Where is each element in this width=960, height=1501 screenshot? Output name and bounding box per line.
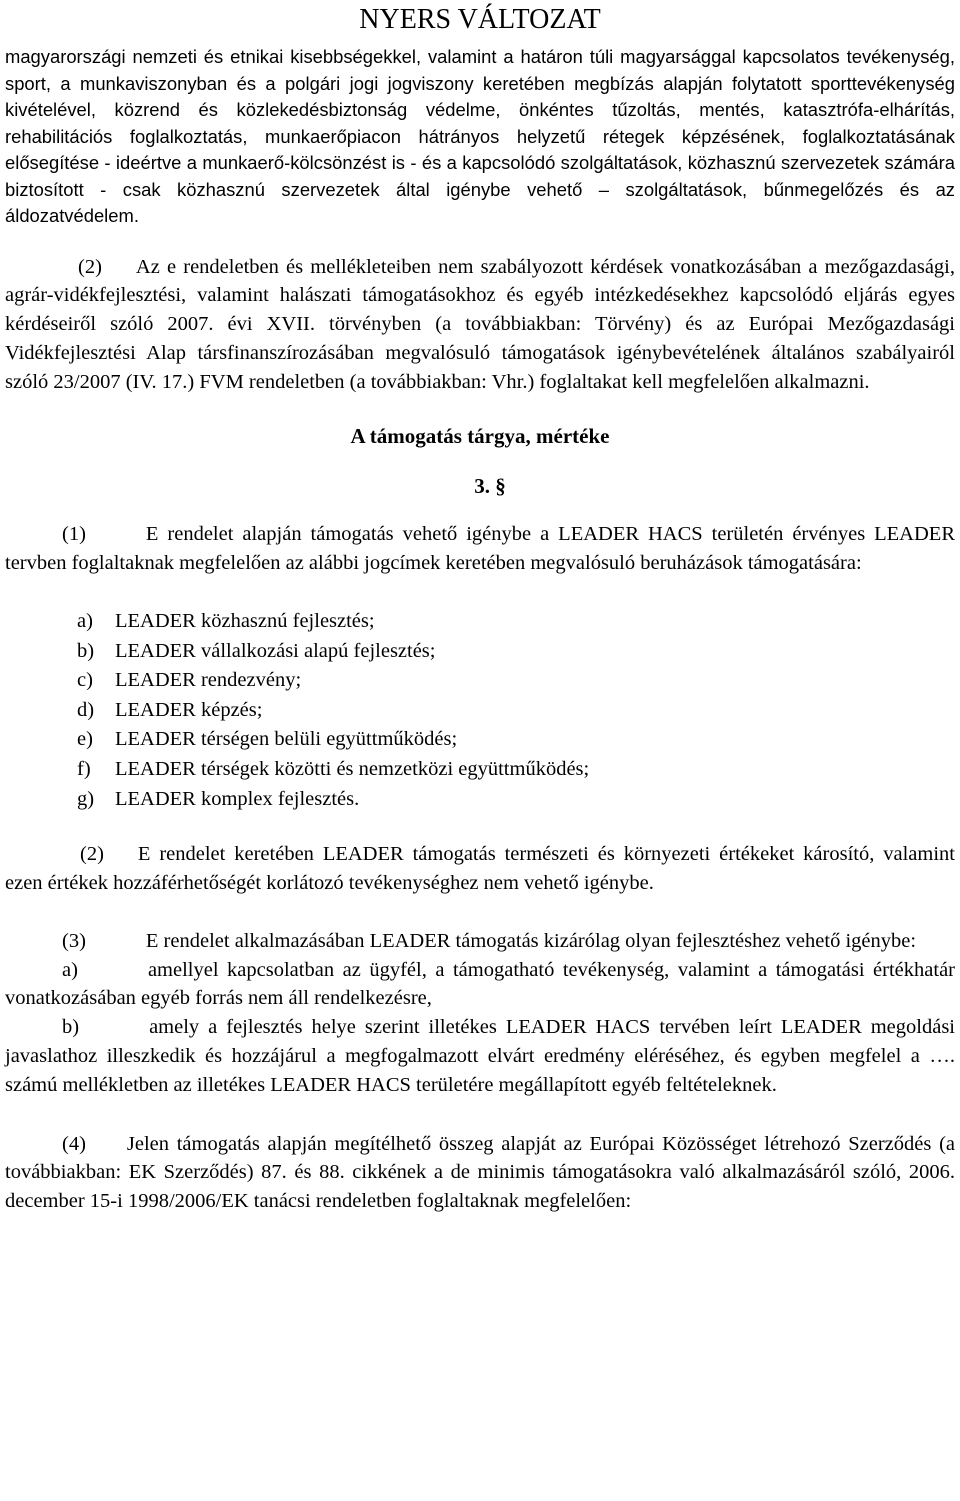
paragraph-text: E rendelet keretében LEADER támogatás természeti és környezeti értékeket károsító, valamint ezen értékek hozzáférhetőségét korlátozó tevékenységhez nem vehető igénybe. (5, 843, 955, 895)
subpoint-text: amely a fejlesztés helye szerint illetékes LEADER HACS tervében leírt LEADER megoldási javaslathoz illeszkedik és hozzájárul a megfogalmazott elvárt eredmény eléréséhez, és egyben megfelel a …. számú mellékletben az illetékes LEADER HACS területére megállapított egyéb feltételeknek. (5, 1016, 955, 1096)
list-marker: a) (77, 610, 93, 633)
list-marker: b) (77, 639, 95, 662)
section3-paragraph-4 (5, 1130, 955, 1216)
list-item (77, 637, 955, 667)
section3-paragraph-3 (5, 927, 955, 956)
list-item-text: LEADER vállalkozási alapú fejlesztés; (115, 639, 436, 662)
list-item (77, 725, 955, 755)
list-item (77, 755, 955, 785)
paragraph-number: (2) (80, 843, 104, 866)
paragraph-number: (3) (62, 929, 86, 952)
list-item-text: LEADER rendezvény; (115, 669, 302, 692)
section-heading: A támogatás tárgya, mértéke (350, 424, 610, 449)
list-item (77, 607, 955, 637)
section3-paragraph-3-a (5, 956, 955, 1014)
list-item (77, 696, 955, 726)
section3-paragraph-3-b (5, 1013, 955, 1099)
paragraph-number: (4) (62, 1132, 86, 1155)
paragraph-number: (1) (62, 523, 86, 546)
list-marker: d) (77, 698, 95, 721)
list-item-text: LEADER térségek közötti és nemzetközi együttműködés; (115, 758, 590, 781)
intro-paragraph: magyarországi nemzeti és etnikai kisebbségekkel, valamint a határon túli magyarsággal kapcsolatos tevékenység, sport, a munkaviszonyban és a polgári jogi jogviszony keretében megbízás alapján folytatott sporttevékenység kivételével, közrend és közlekedésbiztonság védelme, önkéntes tűzoltás, mentés, katasztrófa-elhárítás, rehabilitációs foglalkoztatás, munkaerőpiacon hátrányos helyzetű rétegek képzésének, foglalkoztatásának elősegítése - ideértve a munkaerő-kölcsönzést is - és a kapcsolódó szolgáltatások, közhasznú szervezetek számára biztosított - csak közhasznú szervezetek által igénybe vehető – szolgáltatások, bűnmegelőzés és az áldozatvédelem. (5, 46, 955, 226)
subpoint-marker: b) (62, 1016, 80, 1039)
section-number: 3. § (474, 474, 506, 499)
paragraph-text: E rendelet alapján támogatás vehető igénybe a LEADER HACS területén érvényes LEADER tervben foglaltaknak megfelelően az alábbi jogcímek keretében megvalósuló beruházások támogatására: (5, 523, 955, 575)
subpoint-marker: a) (62, 958, 78, 981)
paragraph-number: (2) (78, 255, 102, 278)
list-item-text: LEADER térségen belüli együttműködés; (115, 728, 458, 751)
paragraph-text: Jelen támogatás alapján megítélhető összeg alapját az Európai Közösséget létrehozó Szerződés (a továbbiakban: EK Szerződés) 87. és 88. cikkének a de minimis támogatásokra való alkalmazásáról szóló, 2006. december 15-i 1998/2006/EK tanácsi rendeletben foglaltaknak megfelelően: (5, 1132, 955, 1213)
document-title: NYERS VÁLTOZAT (359, 4, 601, 35)
list-marker: e) (77, 728, 93, 751)
section3-paragraph-1 (5, 520, 955, 578)
list-item (77, 785, 955, 815)
document-page (5, 0, 955, 1216)
section3-paragraph-2 (5, 840, 955, 898)
subpoint-text: amellyel kapcsolatban az ügyfél, a támogatható tevékenység, valamint a támogatási értékhatár vonatkozásában egyéb forrás nem áll rendelkezésre, (5, 958, 955, 1010)
list-marker: g) (77, 787, 95, 810)
list-item-text: LEADER képzés; (115, 698, 263, 721)
jogcim-list (5, 607, 955, 814)
list-item-text: LEADER közhasznú fejlesztés; (115, 610, 375, 633)
paragraph-text: E rendelet alkalmazásában LEADER támogatás kizárólag olyan fejlesztéshez vehető igénybe: (145, 929, 917, 952)
paragraph-2 (5, 253, 955, 397)
list-marker: f) (77, 758, 91, 781)
list-marker: c) (77, 669, 93, 692)
list-item-text: LEADER komplex fejlesztés. (115, 787, 360, 810)
paragraph-text: Az e rendeletben és mellékleteiben nem szabályozott kérdések vonatkozásában a mezőgazdasági, agrár-vidékfejlesztési, valamint halászati támogatásokhoz és egyéb intézkedésekhez kapcsolódó eljárás egyes kérdéseiről szóló 2007. évi XVII. törvényben (a továbbiakban: Törvény) és az Európai Mezőgazdasági Vidékfejlesztési Alap társfinanszírozásában megvalósuló támogatások igénybevételének általános szabályairól szóló 23/2007 (IV. 17.) FVM rendeletben (a továbbiakban: Vhr.) foglaltakat kell megfelelően alkalmazni. (5, 255, 955, 393)
list-item (77, 666, 955, 696)
